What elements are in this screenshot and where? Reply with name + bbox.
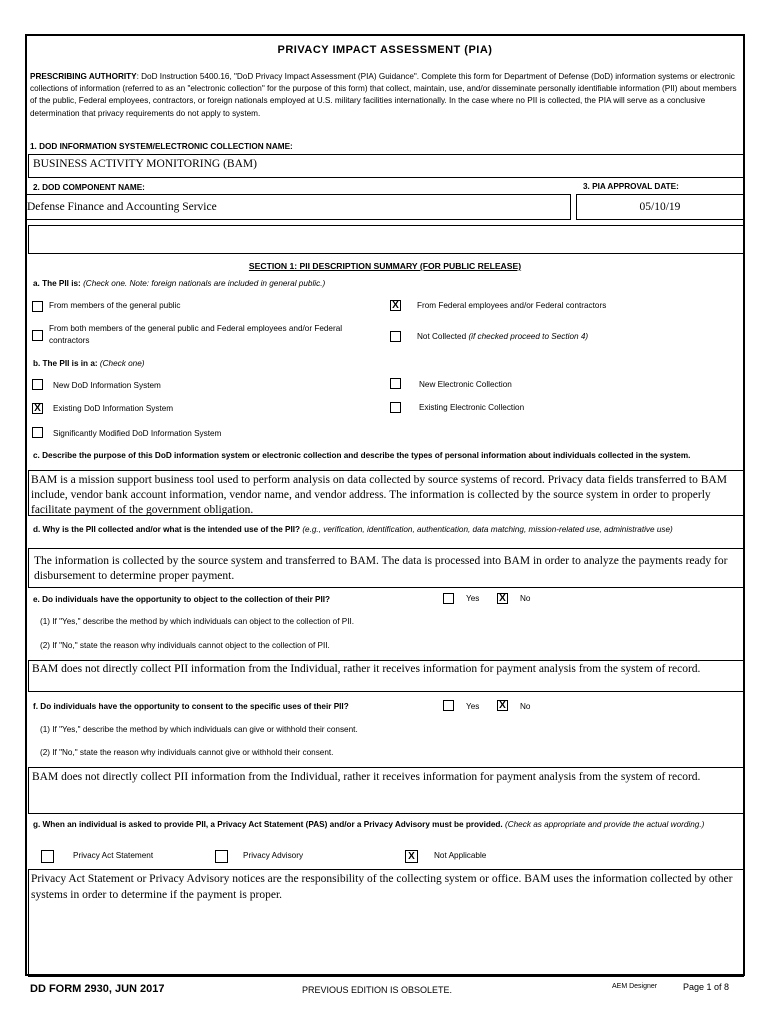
qf-no-checkbox[interactable]: X [497,700,508,711]
qa-public-label: From members of the general public [49,301,181,310]
qf-yes-label: Yes [466,702,480,711]
qf-answer-field[interactable] [28,767,744,814]
qg-pas-label: Privacy Act Statement [73,851,154,860]
qa-hint: (Check one. Note: foreign nationals are included in general public.) [83,279,326,288]
qc-answer: BAM is a mission support business tool used to perform analysis on data collected by source systems of record. Privacy data fields transferred to BAM include, vendor bank account information, vendor name, and vendor address. The information is collected by the source system in order to properly facilitate payment of the government obligation. [31,474,727,516]
system-name-field[interactable] [28,154,744,178]
qf-no-label: No [520,702,531,711]
qd-hint: (e.g., verification, identification, authentication, data matching, mission-related use, administrative use) [302,525,673,534]
qd-label-text: d. Why is the PII collected and/or what is the intended use of the PII? [33,525,301,534]
qf-answer: BAM does not directly collect PII information from the Individual, rather it receives information for payment analysis from the system of record. [32,771,701,783]
qa-not-collected-label [417,332,588,341]
qa-not-collected-checkbox[interactable] [390,331,401,342]
qd-answer: The information is collected by the source system and transferred to BAM. The data is processed into BAM in order to analyze the payments ready for disbursement to determine proper payment. [34,555,728,582]
qg-na-label: Not Applicable [434,851,487,860]
system-name-value: BUSINESS ACTIVITY MONITORING (BAM) [33,158,257,170]
qb-label [33,359,145,368]
qe-yes-label: Yes [466,594,480,603]
qb-label-text: b. The PII is in a: [33,359,98,368]
qb-existing-collection-checkbox[interactable] [390,402,401,413]
qa-public-checkbox[interactable] [32,301,43,312]
qb-modified-system-label: Significantly Modified DoD Information System [53,429,222,438]
qg-answer: Privacy Act Statement or Privacy Advisory notices are the responsibility of the collecting system or office. BAM uses the information collected by other systems in order to determine if the payment is proper. [31,873,733,901]
qg-label [33,819,739,830]
qf-yes-checkbox[interactable] [443,700,454,711]
aem-designer: AEM Designer [612,983,658,990]
qg-advisory-checkbox[interactable] [215,850,228,863]
form-title: PRIVACY IMPACT ASSESSMENT (PIA) [277,44,493,56]
form-number: DD FORM 2930, JUN 2017 [30,983,165,995]
qg-pas-checkbox[interactable] [41,850,54,863]
qd-answer-field[interactable] [28,548,744,588]
qg-advisory-label: Privacy Advisory [243,851,304,860]
qe-yes-checkbox[interactable] [443,593,454,604]
field3-label: 3. PIA APPROVAL DATE: [583,182,679,191]
qe-sub2: (2) If "No," state the reason why individuals cannot object to the collection of PII. [40,641,330,650]
page-number: Page 1 of 8 [683,982,730,992]
qa-label [33,279,325,288]
component-name-field[interactable] [26,194,571,220]
qc-answer-field[interactable] [28,470,744,516]
qb-modified-system-checkbox[interactable] [32,427,43,438]
qg-answer-field[interactable] [28,869,744,977]
section1-title: SECTION 1: PII DESCRIPTION SUMMARY (FOR PUBLIC RELEASE) [248,261,522,271]
qe-answer: BAM does not directly collect PII information from the Individual, rather it receives information for payment analysis from the system of record. [32,663,701,675]
qb-hint: (Check one) [99,359,145,368]
field1-label: 1. DOD INFORMATION SYSTEM/ELECTRONIC COLLECTION NAME: [30,142,293,151]
qa-not-collected-text: Not Collected [417,332,467,341]
approval-date-value: 05/10/19 [639,201,681,213]
form-page [25,34,745,976]
qg-hint: (Check as appropriate and provide the actual wording.) [504,820,705,829]
qa-both-label: From both members of the general public and Federal employees and/or Federal contractors [49,324,343,345]
qb-new-collection-checkbox[interactable] [390,378,401,389]
qe-answer-field[interactable] [28,660,744,692]
component-name-value: Defense Finance and Accounting Service [27,201,217,213]
qa-federal-label: From Federal employees and/or Federal contractors [417,301,607,310]
qf-sub1: (1) If "Yes," describe the method by which individuals can give or withhold their consent. [40,725,358,734]
qb-new-system-checkbox[interactable] [32,379,43,390]
qe-no-label: No [520,594,531,603]
qg-label-text: g. When an individual is asked to provide PII, a Privacy Act Statement (PAS) and/or a Privacy Advisory must be provided. [33,820,503,829]
qb-new-collection-label: New Electronic Collection [419,380,512,389]
qb-new-system-label: New DoD Information System [53,381,161,390]
qf-label: f. Do individuals have the opportunity to consent to the specific uses of their PII? [33,702,349,711]
blank-field[interactable] [28,225,744,254]
qb-existing-collection-label: Existing Electronic Collection [419,403,525,412]
qe-sub1: (1) If "Yes," describe the method by which individuals can object to the collection of PII. [40,617,355,626]
qd-label [33,524,739,535]
qa-federal-checkbox[interactable]: X [390,300,401,311]
qc-label: c. Describe the purpose of this DoD information system or electronic collection and describe the types of personal information about individuals collected in the system. [33,451,691,460]
approval-date-field[interactable] [576,194,744,220]
prescribing-authority [30,71,742,120]
field2-label: 2. DOD COMPONENT NAME: [33,183,145,192]
qg-na-checkbox[interactable]: X [405,850,418,863]
obsolete-notice: PREVIOUS EDITION IS OBSOLETE. [302,985,453,995]
authority-label: PRESCRIBING AUTHORITY [30,72,137,81]
qb-existing-system-label: Existing DoD Information System [53,404,174,413]
qe-no-checkbox[interactable]: X [497,593,508,604]
authority-text: : DoD Instruction 5400.16, "DoD Privacy Impact Assessment (PIA) Guidance". Complete this form for Department of Defense (DoD) information systems or electronic collections of information (referred to as an "electronic collection" for the purpose of this form) that collect, maintain, use, and/or disseminate personally identifiable information (PII) about members of the public, Federal employees, contractors, or foreign nationals employed at U.S. military facilities internationally. In the case where no PII is collected, the PIA will serve as a conclusive determination that privacy requirements do not apply to system. [30,72,737,118]
qa-not-collected-hint: (if checked proceed to Section 4) [468,332,589,341]
qa-both-checkbox[interactable] [32,330,43,341]
qa-label-text: a. The PII is: [33,279,81,288]
qb-existing-system-checkbox[interactable]: X [32,403,43,414]
qe-label: e. Do individuals have the opportunity to object to the collection of their PII? [33,595,331,604]
qf-sub2: (2) If "No," state the reason why individuals cannot give or withhold their consent. [40,748,334,757]
